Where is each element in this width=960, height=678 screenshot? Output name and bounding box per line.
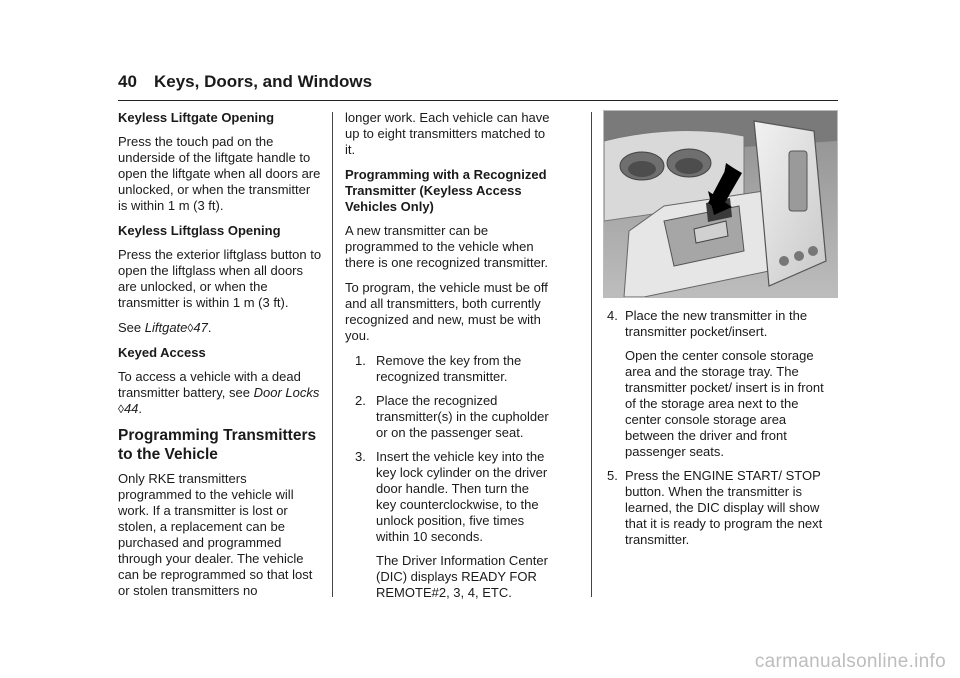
liftgate-link[interactable]: Liftgate: [144, 320, 188, 335]
program-intro-text: To program, the vehicle must be off and all transmitters, both currently recognized and new, must be with you.: [345, 280, 548, 343]
recognized-transmitter-heading: Programming with a Recognized Transmitter (Keyless Access Vehicles Only): [345, 167, 547, 214]
door-locks-link[interactable]: Door Locks: [253, 385, 320, 400]
list-item: [603, 468, 838, 548]
see-prefix: See: [118, 320, 145, 335]
keyless-liftgate-text: Press the touch pad on the underside of the liftgate handle to open the liftgate when all doors are unlocked, or when the transmitter is within 1 m (3 ft).: [118, 134, 321, 213]
door-locks-page-ref[interactable]: 44: [123, 401, 139, 416]
page-number: 40: [118, 72, 137, 91]
keyed-access-heading: Keyed Access: [118, 345, 206, 360]
site-watermark: carmanualsonline.info: [754, 651, 946, 672]
step-text: Place the new transmitter in the transmitter pocket/insert.: [625, 308, 808, 339]
see-liftgate-paragraph: [118, 320, 323, 336]
liftgate-page-ref[interactable]: 47: [193, 320, 208, 335]
section-title: Keys, Doors, and Windows: [154, 72, 373, 91]
see-suffix: .: [207, 320, 212, 335]
list-item: [345, 393, 550, 441]
list-item: [603, 308, 838, 460]
step-4-note: Open the center console storage area and the storage tray. The transmitter pocket/ insert is in front of the storage area next to the center console storage area between the driver and front passenger seats.: [625, 348, 824, 459]
step-text: Insert the vehicle key into the key lock cylinder on the driver door handle. Then turn the key counterclockwise, to the unlock position, five times within 10 seconds.: [376, 449, 548, 544]
keyless-liftgate-heading: Keyless Liftgate Opening: [118, 110, 275, 125]
step-number: 4.: [607, 308, 618, 323]
steps-list-continued: [603, 308, 838, 548]
column-3: [603, 110, 838, 556]
page-header: [118, 70, 838, 101]
step-text: Press the ENGINE START/ STOP button. When the transmitter is learned, the DIC display will show that it is ready to program the next transmitter.: [625, 468, 823, 547]
column-2: [345, 110, 550, 609]
step-3-note: The Driver Information Center (DIC) displays READY FOR REMOTE#2, 3, 4, ETC.: [376, 553, 548, 600]
step-number: 3.: [355, 449, 366, 464]
keyless-liftglass-text: Press the exterior liftglass button to open the liftglass when all doors are unlocked, or when the transmitter is within 1 m (3 ft).: [118, 247, 322, 310]
console-drawing-icon: [604, 111, 837, 297]
step-text: Remove the key from the recognized transmitter.: [376, 353, 522, 384]
list-item: [345, 449, 550, 601]
step-number: 5.: [607, 468, 618, 483]
steps-list: [345, 353, 550, 601]
console-illustration: [603, 110, 838, 298]
step-number: 2.: [355, 393, 366, 408]
recognized-transmitter-text: A new transmitter can be programmed to the vehicle when there is one recognized transmitter.: [345, 223, 549, 270]
list-item: [345, 353, 550, 385]
page-ref-icon: ◊: [187, 321, 194, 335]
keyless-liftglass-heading: Keyless Liftglass Opening: [118, 223, 281, 238]
keyed-access-paragraph: [118, 369, 323, 417]
page-ref-icon: ◊: [118, 402, 124, 416]
step-number: 1.: [355, 353, 366, 368]
keyed-access-suffix: .: [138, 401, 143, 416]
column-divider: [591, 112, 592, 597]
programming-text: Only RKE transmitters programmed to the vehicle will work. If a transmitter is lost or stolen, a replacement can be purchased and programmed through your dealer. The vehicle can be reprogrammed so that lost or stolen transmitters no: [118, 471, 313, 598]
column-1: [118, 110, 323, 608]
column-divider: [332, 112, 333, 597]
step-text: Place the recognized transmitter(s) in the cupholder or on the passenger seat.: [376, 393, 549, 440]
programming-heading: Programming Transmitters to the Vehicle: [118, 427, 317, 463]
continuation-text: longer work. Each vehicle can have up to eight transmitters matched to it.: [345, 110, 550, 157]
keyed-access-text: To access a vehicle with a dead transmitter battery, see: [118, 369, 301, 400]
